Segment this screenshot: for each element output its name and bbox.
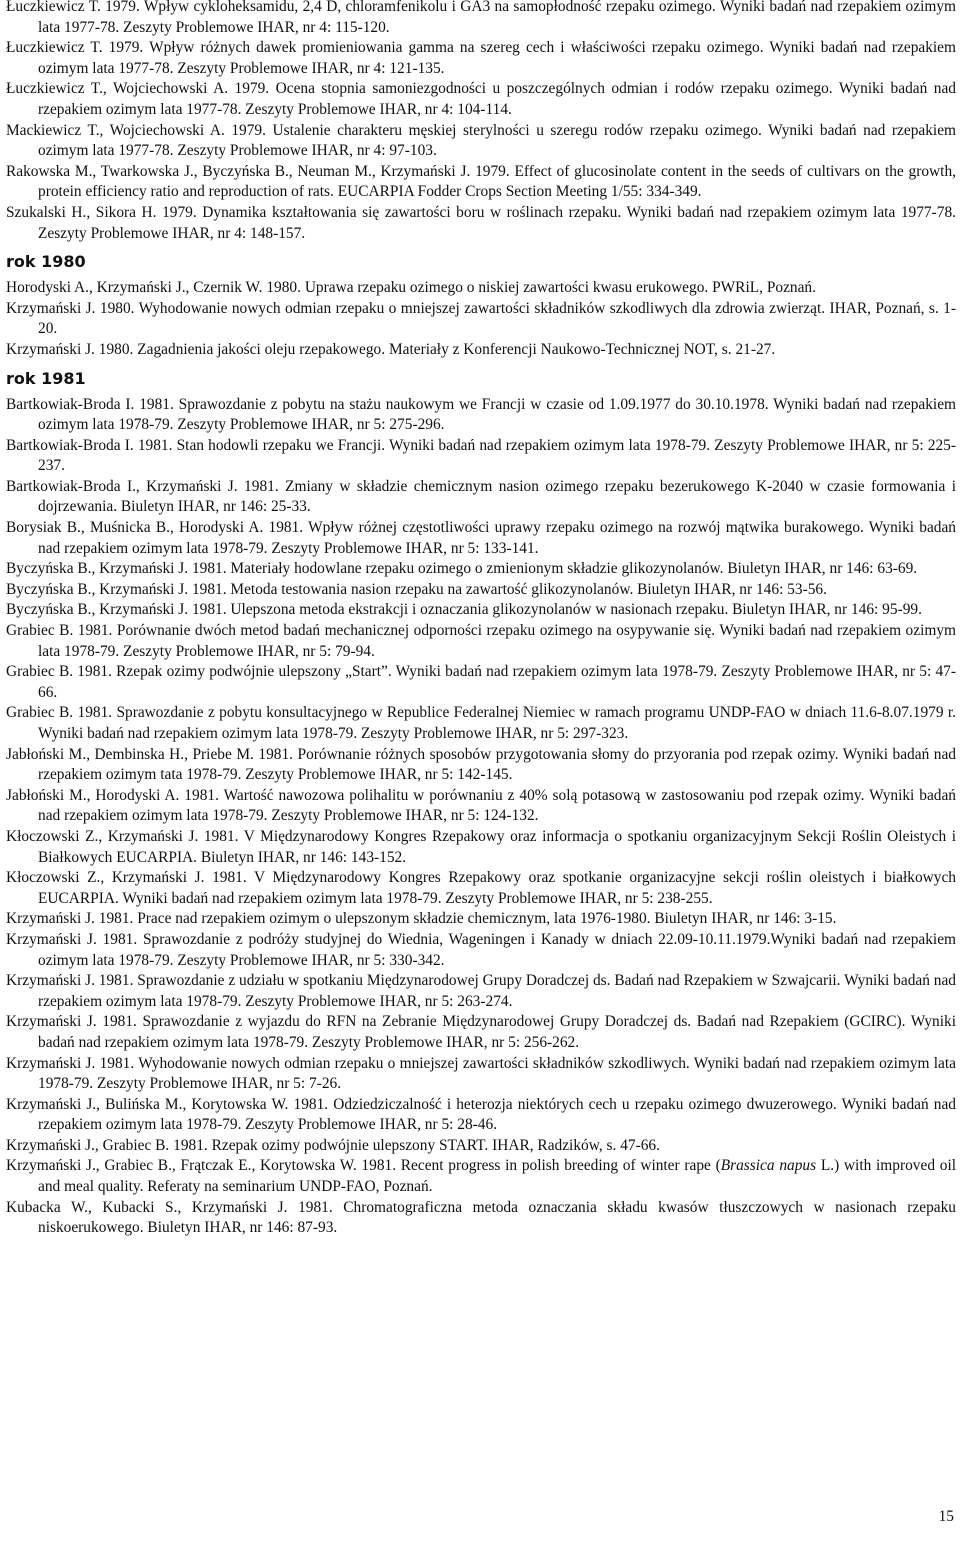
- reference-entry: Byczyńska B., Krzymański J. 1981. Materiały hodowlane rzepaku ozimego o zmienionym składzie glikozynolanów. Biuletyn IHAR, nr 146: 63-69.: [6, 560, 918, 578]
- reference-entry: Krzymański J. 1980. Wyhodowanie nowych odmian rzepaku o mniejszej zawartości składników szkodliwych dla zdrowia zwierząt. IHAR, Poznań, s. 1-20.: [6, 299, 956, 338]
- reference-entry: Rakowska M., Twarkowska J., Byczyńska B., Neuman M., Krzymański J. 1979. Effect of glucosinolate content in the seeds of cultivars on the growth, protein efficiency ratio and reproduction of rats. EUCARPIA Fodder Crops Section Meeting 1/55: 334-349.: [6, 162, 956, 201]
- reference-entry: Bartkowiak-Broda I., Krzymański J. 1981. Zmiany w składzie chemicznym nasion ozimego rzepaku bezerukowego K-2040 w czasie formowania i dojrzewania. Biuletyn IHAR, nr 146: 25-33.: [6, 477, 956, 516]
- reference-entry: Bartkowiak-Broda I. 1981. Sprawozdanie z pobytu na stażu naukowym we Francji w czasie od 1.09.1977 do 30.10.1978. Wyniki badań nad rzepakiem ozimym lata 1978-79. Zeszyty Problemowe IHAR, nr 5: 275-296.: [6, 395, 956, 434]
- reference-entry: Łuczkiewicz T., Wojciechowski A. 1979. Ocena stopnia samoniezgodności u poszczególnych odmian i rodów rzepaku ozimego. Wyniki badań nad rzepakiem ozimym lata 1977-78. Zeszyty Problemowe IHAR, nr 4: 104-114.: [6, 80, 956, 118]
- reference-entry: Krzymański J. 1981. Prace nad rzepakiem ozimym o ulepszonym składzie chemicznym, lata 1976-1980. Biuletyn IHAR, nr 146: 3-15.: [6, 910, 837, 928]
- year-heading: rok 1980: [6, 252, 86, 272]
- section-1981: [6, 369, 956, 1239]
- reference-entry: Borysiak B., Muśnicka B., Horodyski A. 1981. Wpływ różnej częstotliwości uprawy rzepaku ozimego na rozwój mątwika burakowego. Wyniki badań nad rzepakiem ozimym lata 1978-79. Zeszyty Problemowe IHAR, nr 5: 133-141.: [6, 519, 956, 557]
- reference-entry: Krzymański J. 1980. Zagadnienia jakości oleju rzepakowego. Materiały z Konferencji Naukowo-Technicznej NOT, s. 21-27.: [6, 340, 776, 358]
- reference-entry: Krzymański J., Bulińska M., Korytowska W. 1981. Odziedziczalność i heterozja niektórych cech u rzepaku ozimego dwuzerowego. Wyniki badań nad rzepakiem ozimym lata 1978-79. Zeszyty Problemowe IHAR, nr 5: 28-46.: [6, 1095, 956, 1134]
- reference-entry: Bartkowiak-Broda I. 1981. Stan hodowli rzepaku we Francji. Wyniki badań nad rzepakiem ozimym lata 1978-79. Zeszyty Problemowe IHAR, nr 5: 225-237.: [6, 436, 956, 475]
- reference-entry: [6, 1156, 956, 1197]
- bibliography: [6, 0, 956, 1239]
- reference-entry: Byczyńska B., Krzymański J. 1981. Ulepszona metoda ekstrakcji i oznaczania glikozynolanów w nasionach rzepaku. Biuletyn IHAR, nr 146: 95-99.: [6, 601, 922, 619]
- reference-entry: Szukalski H., Sikora H. 1979. Dynamika kształtowania się zawartości boru w roślinach rzepaku. Wyniki badań nad rzepakiem ozimym lata 1977-78. Zeszyty Problemowe IHAR, nr 4: 148-157.: [6, 203, 956, 242]
- reference-entry: Krzymański J. 1981. Sprawozdanie z podróży studyjnej do Wiednia, Wageningen i Kanady w dniach 22.09-10.11.1979.Wyniki badań nad rzepakiem ozimym lata 1978-79. Zeszyty Problemowe IHAR, nr 5: 330-342.: [6, 930, 956, 969]
- reference-text: L.) with improved oil and meal quality. Referaty na seminarium UNDP-FAO, Poznań.: [38, 1157, 956, 1196]
- reference-entry: Krzymański J., Grabiec B. 1981. Rzepak ozimy podwójnie ulepszony START. IHAR, Radzików, s. 47-66.: [6, 1136, 660, 1154]
- reference-entry: Grabiec B. 1981. Rzepak ozimy podwójnie ulepszony „Start”. Wyniki badań nad rzepakiem ozimym lata 1978-79. Zeszyty Problemowe IHAR, nr 5: 47-66.: [6, 663, 956, 701]
- reference-entry: Kłoczowski Z., Krzymański J. 1981. V Międzynarodowy Kongres Rzepakowy oraz spotkanie organizacyjne sekcji roślin oleistych i białkowych EUCARPIA. Wyniki badań nad rzepakiem ozimym lata 1978-79. Zeszyty Problemowe IHAR, nr 5: 238-255.: [6, 869, 956, 907]
- reference-entry: Byczyńska B., Krzymański J. 1981. Metoda testowania nasion rzepaku na zawartość glikozynolanów. Biuletyn IHAR, nr 146: 53-56.: [6, 580, 827, 598]
- reference-entry: Kłoczowski Z., Krzymański J. 1981. V Międzynarodowy Kongres Rzepakowy oraz informacja o spotkaniu organizacyjnym Sekcji Roślin Oleistych i Białkowych EUCARPIA. Biuletyn IHAR, nr 146: 143-152.: [6, 827, 956, 866]
- reference-entry: Kubacka W., Kubacki S., Krzymański J. 1981. Chromatograficzna metoda oznaczania składu kwasów tłuszczowych w nasionach rzepaku niskoerukowego. Biuletyn IHAR, nr 146: 87-93.: [6, 1198, 956, 1237]
- reference-entry: Jabłoński M., Horodyski A. 1981. Wartość nawozowa polihalitu w porównaniu z 40% solą potasową w zastosowaniu pod rzepak ozimy. Wyniki badań nad rzepakiem ozimym lata 1978-79. Zeszyty Problemowe IHAR, nr 5: 124-132.: [6, 786, 956, 825]
- reference-entry: Krzymański J. 1981. Sprawozdanie z udziału w spotkaniu Międzynarodowej Grupy Doradczej ds. Badań nad Rzepakiem w Szwajcarii. Wyniki badań nad rzepakiem ozimym lata 1978-79. Zeszyty Problemowe IHAR, nr 5: 263-274.: [6, 972, 956, 1010]
- reference-entry: Łuczkiewicz T. 1979. Wpływ cykloheksamidu, 2,4 D, chloramfenikolu i GA3 na samopłodność rzepaku ozimego. Wyniki badań nad rzepakiem ozimym lata 1977-78. Zeszyty Problemowe IHAR, nr 4: 115-120.: [6, 0, 956, 36]
- year-heading: rok 1981: [6, 368, 86, 388]
- reference-entry: Krzymański J. 1981. Wyhodowanie nowych odmian rzepaku o mniejszej zawartości składników szkodliwych. Wyniki badań nad rzepakiem ozimym lata 1978-79. Zeszyty Problemowe IHAR, nr 5: 7-26.: [6, 1054, 956, 1093]
- reference-entry: Łuczkiewicz T. 1979. Wpływ różnych dawek promieniowania gamma na szereg cech i właściwości rzepaku ozimego. Wyniki badań nad rzepakiem ozimym lata 1977-78. Zeszyty Problemowe IHAR, nr 4: 121-135.: [6, 39, 956, 77]
- reference-entry: Mackiewicz T., Wojciechowski A. 1979. Ustalenie charakteru męskiej sterylności u szeregu rodów rzepaku ozimego. Wyniki badań nad rzepakiem ozimym lata 1977-78. Zeszyty Problemowe IHAR, nr 4: 97-103.: [6, 121, 956, 160]
- page-number: 15: [938, 1508, 954, 1525]
- reference-entry: Grabiec B. 1981. Sprawozdanie z pobytu konsultacyjnego w Republice Federalnej Niemiec w ramach programu UNDP-FAO w dniach 11.6-8.07.1979 r. Wyniki badań nad rzepakiem ozimym lata 1978-79. Zeszyty Problemowe IHAR, nr 5: 297-323.: [6, 704, 956, 742]
- reference-text: Krzymański J., Grabiec B., Frątczak E., Korytowska W. 1981. Recent progress in polish breeding of winter rape (: [6, 1157, 721, 1175]
- reference-entry: Grabiec B. 1981. Porównanie dwóch metod badań mechanicznej odporności rzepaku ozimego na osypywanie się. Wyniki badań nad rzepakiem ozimym lata 1978-79. Zeszyty Problemowe IHAR, nr 5: 79-94.: [6, 622, 956, 660]
- reference-entry: Krzymański J. 1981. Sprawozdanie z wyjazdu do RFN na Zebranie Międzynarodowej Grupy Doradczej ds. Badań nad Rzepakiem (GCIRC). Wyniki badań nad rzepakiem ozimym lata 1978-79. Zeszyty Problemowe IHAR, nr 5: 256-262.: [6, 1013, 956, 1051]
- section-1980: [6, 252, 956, 360]
- section-1979-continued: [6, 0, 956, 244]
- species-name: Brassica napus: [720, 1157, 817, 1175]
- reference-entry: Horodyski A., Krzymański J., Czernik W. 1980. Uprawa rzepaku ozimego o niskiej zawartości kwasu erukowego. PWRiL, Poznań.: [6, 279, 816, 297]
- reference-entry: Jabłoński M., Dembinska H., Priebe M. 1981. Porównanie różnych sposobów przygotowania słomy do przyorania pod rzepak ozimy. Wyniki badań nad rzepakiem ozimym tata 1978-79. Zeszyty Problemowe IHAR, nr 5: 142-145.: [6, 745, 956, 784]
